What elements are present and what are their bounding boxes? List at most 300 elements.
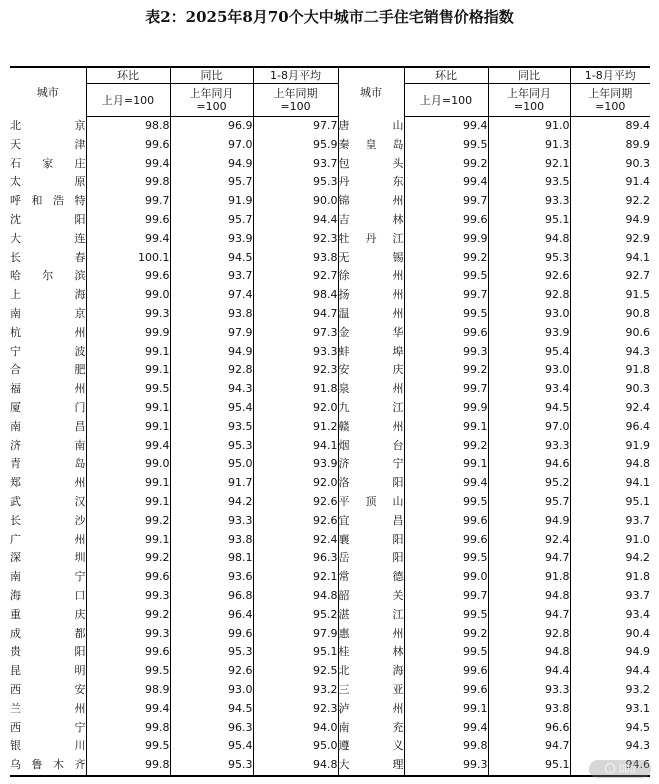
mom-value: 99.3 [86, 305, 170, 324]
city-name: 韶关 [338, 587, 404, 606]
avg-value: 94.7 [253, 305, 338, 324]
avg-value: 90.8 [625, 306, 650, 320]
avg-value: 94.4 [253, 211, 338, 230]
yoy-value: 94.5 [170, 700, 253, 719]
mom-value: 99.6 [86, 643, 170, 662]
table-row [10, 230, 650, 249]
yoy-value: 94.3 [170, 380, 253, 399]
avg-base-left: 上年同期 =100 [253, 84, 338, 117]
city-name: 九江 [338, 399, 404, 418]
mom-value: 99.2 [404, 361, 488, 380]
city-name: 上海 [10, 286, 86, 305]
avg-value: 89.9 [625, 137, 650, 151]
avg-value: 93.9 [253, 455, 338, 474]
yoy-value: 93.9 [488, 324, 570, 343]
mom-value: 99.1 [404, 700, 488, 719]
avg-value: 95.1 [625, 494, 650, 508]
avg-value: 92.0 [253, 474, 338, 493]
yoy-header-right: 同比 [488, 67, 570, 84]
avg-value: 95.2 [253, 606, 338, 625]
mom-value: 99.4 [86, 700, 170, 719]
mom-value: 99.2 [86, 606, 170, 625]
yoy-value: 94.5 [488, 399, 570, 418]
avg-value: 97.9 [253, 625, 338, 644]
city-name: 襄阳 [338, 531, 404, 550]
city-name: 重庆 [10, 606, 86, 625]
avg-value: 92.7 [253, 267, 338, 286]
avg-value: 93.8 [253, 249, 338, 268]
yoy-value: 94.9 [170, 155, 253, 174]
mom-value: 99.9 [86, 324, 170, 343]
city-name: 岳阳 [338, 549, 404, 568]
avg-value: 93.7 [625, 588, 650, 602]
city-name: 银川 [10, 737, 86, 756]
avg-value: 94.3 [625, 739, 650, 753]
city-name: 桂林 [338, 643, 404, 662]
city-name: 秦皇岛 [338, 136, 404, 155]
city-name: 遵义 [338, 737, 404, 756]
city-name: 常德 [338, 568, 404, 587]
table-row [10, 192, 650, 211]
mom-value: 99.5 [404, 267, 488, 286]
city-name: 南昌 [10, 418, 86, 437]
avg-value: 92.7 [625, 269, 650, 283]
mom-value: 99.6 [86, 211, 170, 230]
mom-base-right: 上月=100 [404, 84, 488, 117]
city-name: 烟台 [338, 437, 404, 456]
city-name: 兰州 [10, 700, 86, 719]
avg-value: 92.0 [253, 399, 338, 418]
yoy-value: 94.7 [488, 737, 570, 756]
avg-value: 94.8 [253, 756, 338, 776]
yoy-value: 93.6 [170, 568, 253, 587]
city-name: 安庆 [338, 361, 404, 380]
table-row [10, 568, 650, 587]
table-row [10, 117, 650, 136]
city-name: 三亚 [338, 681, 404, 700]
city-name: 唐山 [338, 117, 404, 136]
yoy-value: 92.1 [488, 155, 570, 174]
table-row [10, 173, 650, 192]
table-row [10, 361, 650, 380]
avg-value: 90.3 [625, 382, 650, 396]
yoy-value: 94.6 [488, 455, 570, 474]
city-name: 丹东 [338, 173, 404, 192]
city-name: 北海 [338, 662, 404, 681]
mom-value: 99.3 [404, 756, 488, 776]
avg-value: 95.9 [253, 136, 338, 155]
yoy-value: 93.5 [488, 173, 570, 192]
mom-value: 98.8 [86, 117, 170, 136]
table-row [10, 549, 650, 568]
table-row [10, 136, 650, 155]
mom-value: 99.1 [86, 418, 170, 437]
yoy-value: 93.5 [170, 418, 253, 437]
yoy-value: 94.8 [488, 643, 570, 662]
avg-value: 97.3 [253, 324, 338, 343]
yoy-value: 91.9 [170, 192, 253, 211]
yoy-value: 96.8 [170, 587, 253, 606]
mom-value: 99.1 [86, 493, 170, 512]
city-name: 贵阳 [10, 643, 86, 662]
yoy-base-left: 上年同月 =100 [170, 84, 253, 117]
city-name: 南京 [10, 305, 86, 324]
yoy-value: 91.0 [488, 117, 570, 136]
avg-value: 92.2 [625, 194, 650, 208]
yoy-value: 92.8 [488, 625, 570, 644]
yoy-value: 95.3 [170, 643, 253, 662]
yoy-value: 95.4 [488, 343, 570, 362]
city-name: 沈阳 [10, 211, 86, 230]
yoy-value: 93.3 [488, 681, 570, 700]
avg-value: 94.8 [625, 457, 650, 471]
avg-value: 91.9 [625, 438, 650, 452]
city-name: 哈尔滨 [10, 267, 86, 286]
city-name: 西宁 [10, 719, 86, 738]
yoy-value: 92.6 [170, 662, 253, 681]
avg-value: 91.2 [253, 418, 338, 437]
mom-value: 99.2 [404, 437, 488, 456]
avg-value: 93.2 [625, 682, 650, 696]
yoy-value: 95.0 [170, 455, 253, 474]
table-row [10, 155, 650, 174]
yoy-value: 93.8 [488, 700, 570, 719]
avg-value: 90.3 [625, 156, 650, 170]
mom-value: 99.2 [404, 625, 488, 644]
yoy-value: 95.4 [170, 737, 253, 756]
mom-value: 99.6 [404, 681, 488, 700]
mom-value: 99.4 [86, 155, 170, 174]
table-row [10, 700, 650, 719]
mom-value: 99.9 [404, 399, 488, 418]
city-name: 石家庄 [10, 155, 86, 174]
avg-header-right: 1-8月平均 [570, 67, 650, 84]
table-row [10, 437, 650, 456]
avg-value: 89.4 [625, 119, 650, 132]
avg-value: 92.6 [253, 493, 338, 512]
yoy-value: 96.3 [170, 719, 253, 738]
city-name: 大理 [338, 756, 404, 776]
city-name: 泉州 [338, 380, 404, 399]
mom-value: 99.8 [86, 756, 170, 776]
mom-value: 99.6 [404, 211, 488, 230]
city-name: 平顶山 [338, 493, 404, 512]
yoy-value: 96.6 [488, 719, 570, 738]
mom-value: 99.1 [86, 531, 170, 550]
city-name: 青岛 [10, 455, 86, 474]
avg-value: 92.3 [253, 700, 338, 719]
city-name: 锦州 [338, 192, 404, 211]
yoy-value: 93.3 [488, 437, 570, 456]
yoy-value: 95.3 [170, 756, 253, 776]
yoy-value: 94.5 [170, 249, 253, 268]
mom-value: 99.2 [404, 155, 488, 174]
mom-value: 99.4 [404, 117, 488, 136]
avg-value: 90.6 [625, 325, 650, 339]
table-row [10, 249, 650, 268]
yoy-value: 93.8 [170, 305, 253, 324]
mom-header-left: 环比 [86, 67, 170, 84]
table-row [10, 625, 650, 644]
city-name: 福州 [10, 380, 86, 399]
yoy-value: 94.8 [488, 587, 570, 606]
yoy-value: 94.7 [488, 606, 570, 625]
mom-value: 99.6 [86, 136, 170, 155]
mom-value: 99.6 [86, 568, 170, 587]
city-name: 深圳 [10, 549, 86, 568]
mom-value: 99.6 [404, 324, 488, 343]
city-name: 北京 [10, 117, 86, 136]
mom-value: 99.3 [86, 587, 170, 606]
avg-value: 97.7 [253, 117, 338, 136]
mom-value: 99.1 [86, 399, 170, 418]
yoy-value: 94.8 [488, 230, 570, 249]
mom-value: 99.7 [404, 286, 488, 305]
city-name: 杭州 [10, 324, 86, 343]
avg-value: 92.5 [253, 662, 338, 681]
mom-value: 99.5 [86, 737, 170, 756]
table-row [10, 662, 650, 681]
mom-value: 99.4 [86, 230, 170, 249]
city-name: 温州 [338, 305, 404, 324]
city-name: 湛江 [338, 606, 404, 625]
city-name: 南充 [338, 719, 404, 738]
city-name: 济宁 [338, 455, 404, 474]
mom-value: 99.5 [404, 136, 488, 155]
table-row [10, 267, 650, 286]
yoy-value: 93.7 [170, 267, 253, 286]
table-row [10, 211, 650, 230]
city-name: 呼和浩特 [10, 192, 86, 211]
mom-value: 99.6 [404, 531, 488, 550]
city-name: 广州 [10, 531, 86, 550]
avg-value: 93.7 [253, 155, 338, 174]
city-name: 宜昌 [338, 512, 404, 531]
mom-value: 99.5 [404, 493, 488, 512]
table-row [10, 324, 650, 343]
table-row [10, 399, 650, 418]
mom-value: 99.7 [404, 380, 488, 399]
table-row [10, 512, 650, 531]
table-row [10, 719, 650, 738]
city-name: 宁波 [10, 343, 86, 362]
avg-value: 92.3 [253, 361, 338, 380]
avg-value: 92.1 [253, 568, 338, 587]
avg-value: 93.1 [625, 701, 650, 715]
yoy-base-right: 上年同月 =100 [488, 84, 570, 117]
yoy-value: 92.8 [170, 361, 253, 380]
avg-value: 90.4 [625, 626, 650, 640]
table-row [10, 737, 650, 756]
avg-base-right: 上年同期 =100 [570, 84, 650, 117]
mom-value: 99.5 [404, 549, 488, 568]
yoy-value: 93.9 [170, 230, 253, 249]
city-name: 合肥 [10, 361, 86, 380]
city-name: 南宁 [10, 568, 86, 587]
avg-value: 91.8 [625, 363, 650, 377]
mom-value: 99.1 [86, 361, 170, 380]
mom-value: 100.1 [86, 249, 170, 268]
yoy-value: 95.2 [488, 474, 570, 493]
yoy-value: 94.9 [488, 512, 570, 531]
avg-value: 92.6 [253, 512, 338, 531]
yoy-value: 95.1 [488, 756, 570, 776]
avg-value: 91.0 [625, 532, 650, 546]
mom-value: 98.9 [86, 681, 170, 700]
mom-value: 99.4 [404, 719, 488, 738]
yoy-value: 91.3 [488, 136, 570, 155]
city-name: 武汉 [10, 493, 86, 512]
avg-value: 93.2 [253, 681, 338, 700]
avg-value: 95.1 [253, 643, 338, 662]
avg-value: 94.5 [625, 720, 650, 734]
yoy-value: 93.0 [170, 681, 253, 700]
mom-header-right: 环比 [404, 67, 488, 84]
table-row [10, 418, 650, 437]
yoy-value: 94.4 [488, 662, 570, 681]
yoy-value: 93.4 [488, 380, 570, 399]
mom-value: 99.1 [86, 343, 170, 362]
city-name: 吉林 [338, 211, 404, 230]
avg-value: 92.4 [253, 531, 338, 550]
avg-value: 98.4 [253, 286, 338, 305]
mom-value: 99.0 [86, 286, 170, 305]
city-name: 扬州 [338, 286, 404, 305]
mom-value: 99.8 [86, 173, 170, 192]
yoy-value: 92.6 [488, 267, 570, 286]
watermark-logo: ◯ ▯▯▯ [589, 760, 651, 778]
yoy-value: 96.4 [170, 606, 253, 625]
city-name: 昆明 [10, 662, 86, 681]
avg-value: 94.9 [625, 212, 650, 226]
city-name: 大连 [10, 230, 86, 249]
city-name: 洛阳 [338, 474, 404, 493]
city-name: 太原 [10, 173, 86, 192]
mom-value: 99.0 [86, 455, 170, 474]
city-name: 长沙 [10, 512, 86, 531]
avg-value: 93.7 [625, 513, 650, 527]
avg-value: 92.3 [253, 230, 338, 249]
mom-value: 99.5 [404, 606, 488, 625]
table-row [10, 455, 650, 474]
city-name: 牡丹江 [338, 230, 404, 249]
table-row [10, 380, 650, 399]
mom-value: 99.8 [404, 737, 488, 756]
yoy-value: 95.7 [170, 173, 253, 192]
yoy-value: 93.0 [488, 305, 570, 324]
yoy-value: 97.4 [170, 286, 253, 305]
yoy-value: 97.9 [170, 324, 253, 343]
price-index-table [10, 66, 650, 777]
mom-value: 99.0 [404, 568, 488, 587]
mom-value: 99.1 [404, 455, 488, 474]
city-name: 成都 [10, 625, 86, 644]
mom-value: 99.4 [404, 474, 488, 493]
city-name: 天津 [10, 136, 86, 155]
mom-value: 99.7 [404, 192, 488, 211]
yoy-value: 91.7 [170, 474, 253, 493]
city-name: 西安 [10, 681, 86, 700]
avg-value: 91.8 [625, 570, 650, 584]
mom-value: 99.2 [404, 249, 488, 268]
avg-value: 90.0 [253, 192, 338, 211]
mom-value: 99.5 [86, 380, 170, 399]
city-name: 赣州 [338, 418, 404, 437]
avg-value: 94.0 [253, 719, 338, 738]
avg-value: 95.3 [253, 173, 338, 192]
avg-value: 94.2 [625, 551, 650, 565]
mom-value: 99.6 [404, 662, 488, 681]
table-row [10, 681, 650, 700]
city-name: 乌鲁木齐 [10, 756, 86, 776]
yoy-value: 95.7 [488, 493, 570, 512]
table-row [10, 493, 650, 512]
avg-value: 94.8 [253, 587, 338, 606]
mom-value: 99.5 [86, 662, 170, 681]
table-row [10, 286, 650, 305]
yoy-value: 93.8 [170, 531, 253, 550]
city-name: 泸州 [338, 700, 404, 719]
mom-value: 99.4 [86, 437, 170, 456]
mom-value: 99.1 [86, 474, 170, 493]
yoy-value: 97.0 [488, 418, 570, 437]
yoy-value: 95.7 [170, 211, 253, 230]
city-name: 长春 [10, 249, 86, 268]
mom-value: 99.3 [404, 343, 488, 362]
yoy-value: 95.3 [488, 249, 570, 268]
city-name: 无锡 [338, 249, 404, 268]
city-name: 厦门 [10, 399, 86, 418]
city-name: 郑州 [10, 474, 86, 493]
city-name: 济南 [10, 437, 86, 456]
yoy-value: 93.0 [488, 361, 570, 380]
table-row [10, 305, 650, 324]
yoy-value: 94.7 [488, 549, 570, 568]
yoy-value: 94.2 [170, 493, 253, 512]
yoy-value: 95.1 [488, 211, 570, 230]
mom-value: 99.2 [86, 512, 170, 531]
table-row [10, 606, 650, 625]
city-header-left: 城市 [10, 67, 86, 117]
mom-value: 99.2 [86, 549, 170, 568]
avg-value: 94.9 [625, 645, 650, 659]
avg-value: 96.4 [625, 419, 650, 433]
avg-value: 93.3 [253, 343, 338, 362]
yoy-value: 92.8 [488, 286, 570, 305]
avg-value: 94.1 [253, 437, 338, 456]
table-title: 表2：2025年8月70个大中城市二手住宅销售价格指数 [145, 8, 514, 26]
mom-value: 99.6 [86, 267, 170, 286]
table-row [10, 531, 650, 550]
yoy-header-left: 同比 [170, 67, 253, 84]
avg-value: 91.4 [625, 175, 650, 189]
yoy-value: 94.9 [170, 343, 253, 362]
mom-value: 99.7 [404, 587, 488, 606]
city-header-right: 城市 [338, 67, 404, 117]
yoy-value: 95.3 [170, 437, 253, 456]
mom-value: 99.1 [404, 418, 488, 437]
yoy-value: 92.4 [488, 531, 570, 550]
avg-value: 92.4 [625, 400, 650, 414]
yoy-value: 93.3 [170, 512, 253, 531]
avg-value: 94.4 [625, 664, 650, 678]
avg-value: 93.4 [625, 607, 650, 621]
avg-header-left: 1-8月平均 [253, 67, 338, 84]
mom-value: 99.5 [404, 643, 488, 662]
avg-value: 91.5 [625, 288, 650, 302]
avg-value: 94.3 [625, 344, 650, 358]
avg-value: 94.1 [625, 476, 650, 490]
